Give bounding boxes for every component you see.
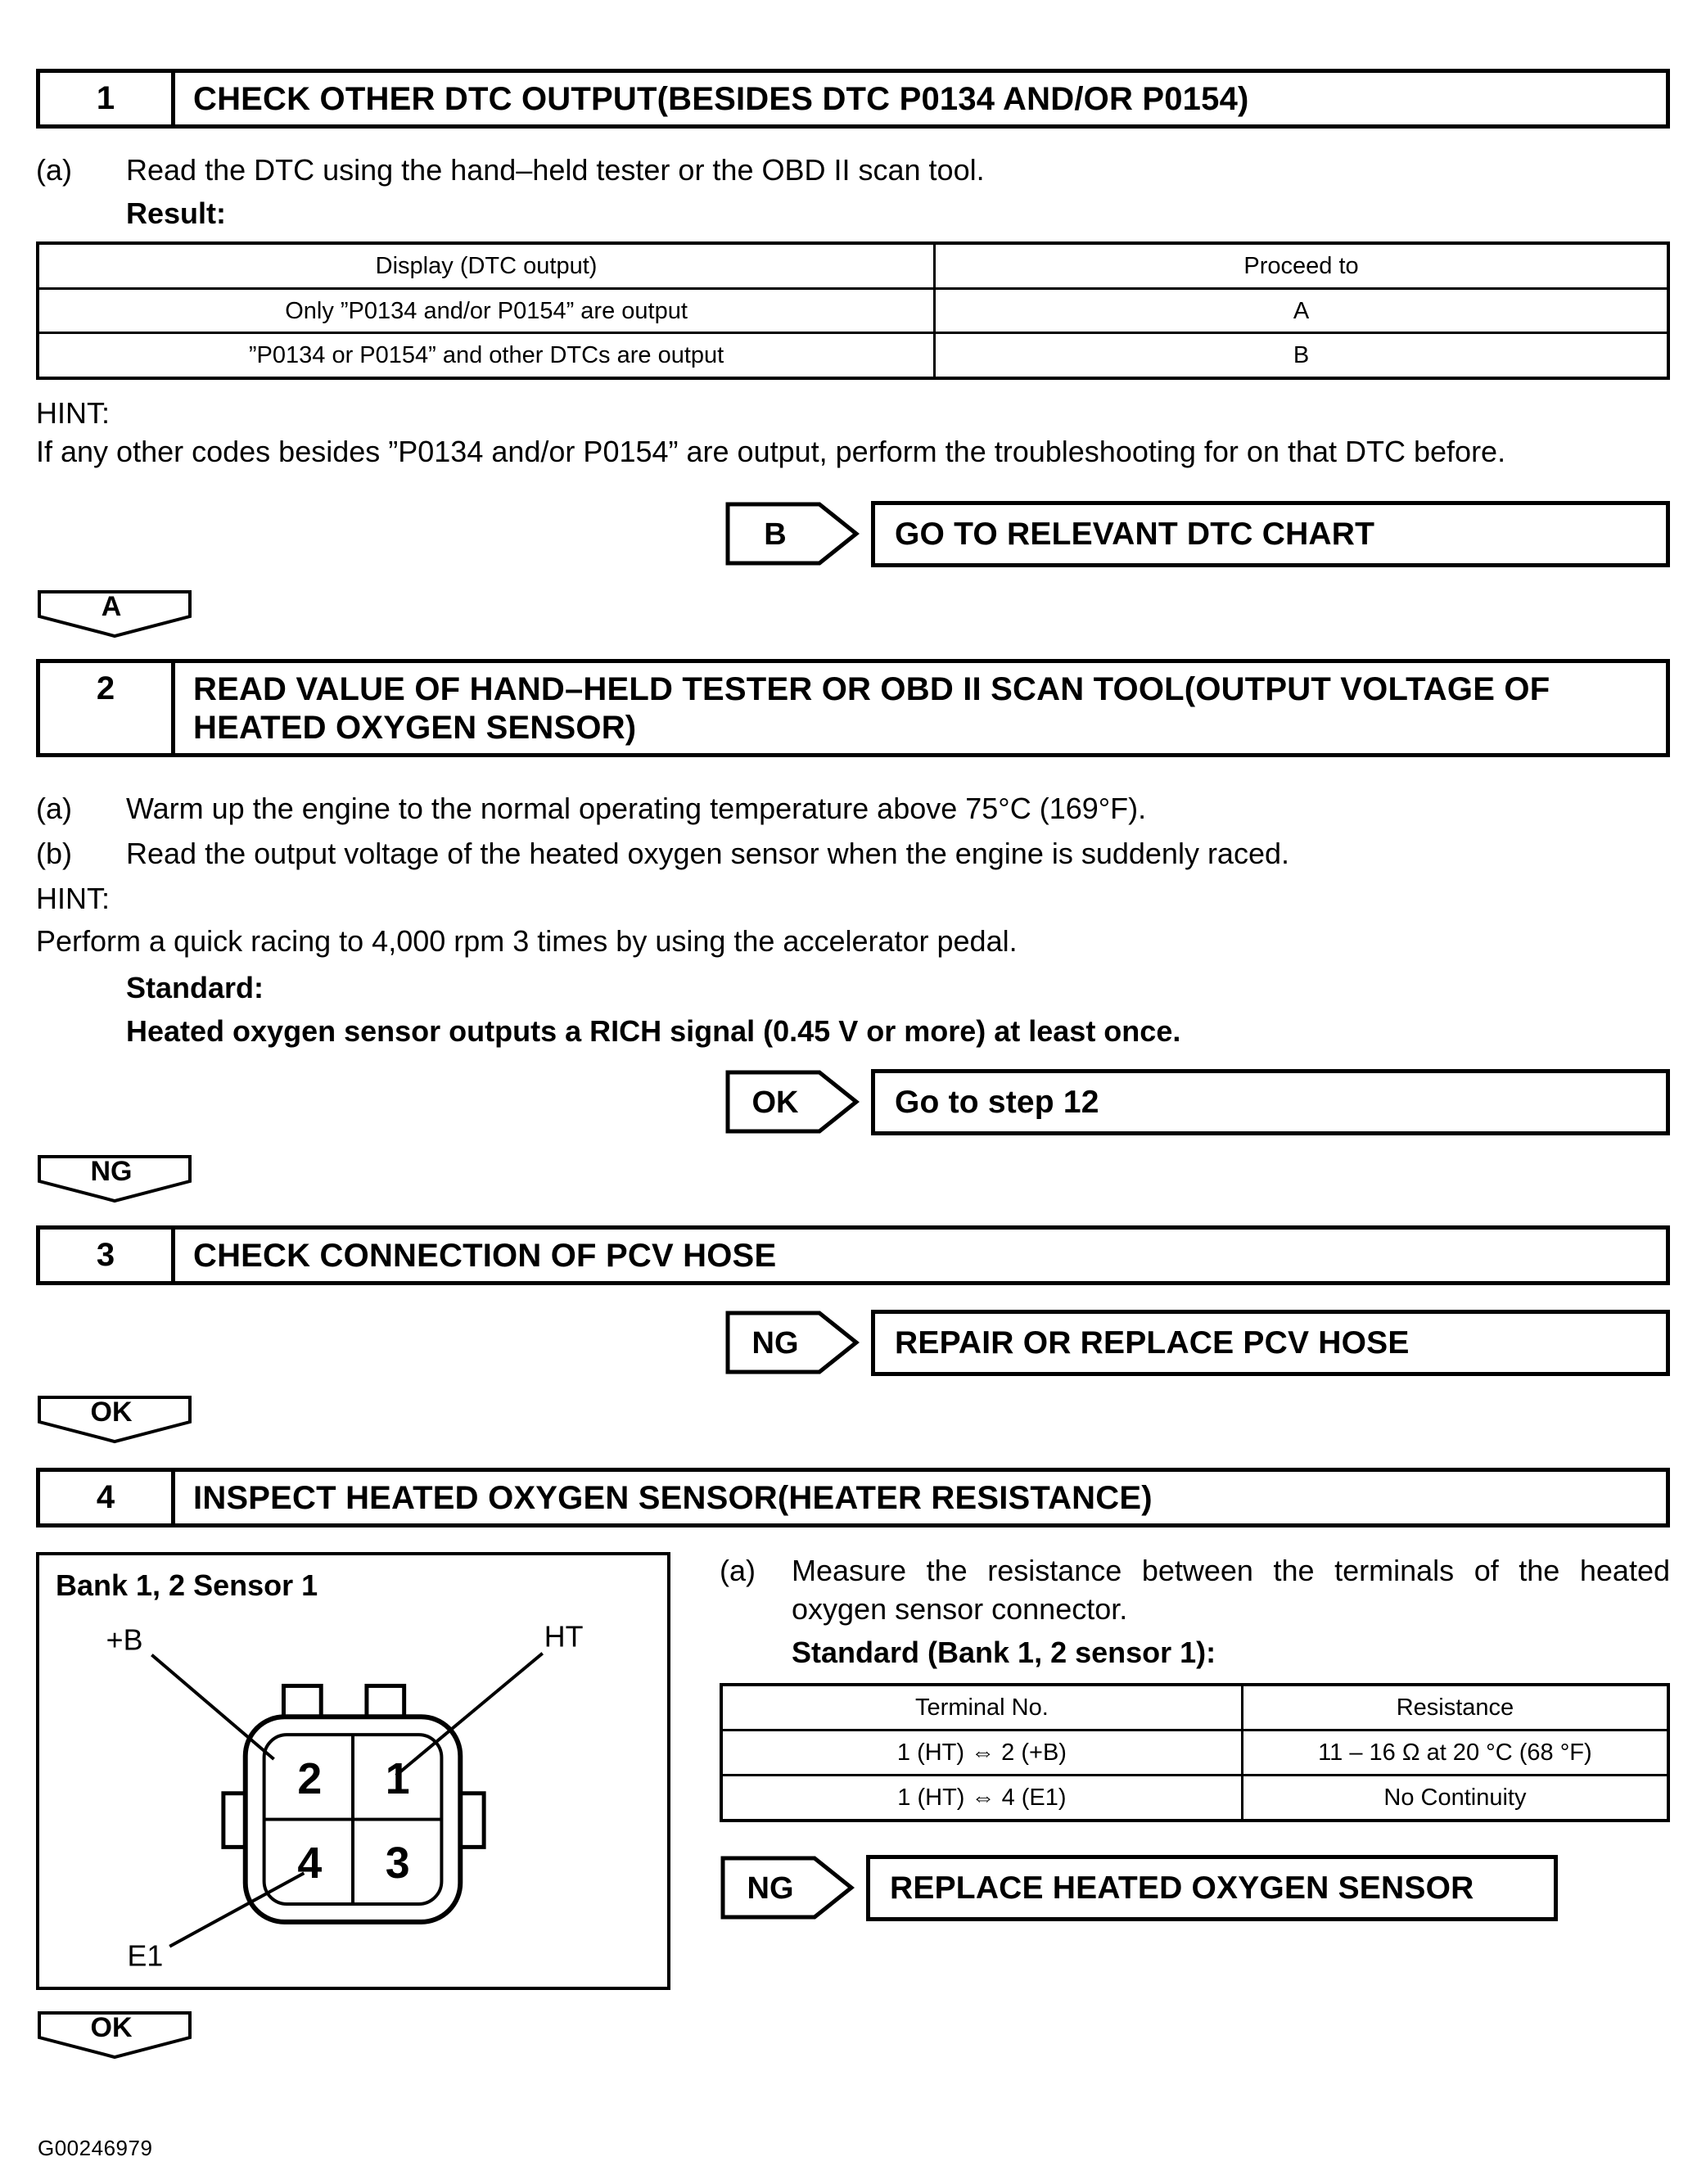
instruction-text: Measure the resistance between the terminals of the heated oxygen sensor connector.: [792, 1553, 1670, 1626]
col-header-terminal: Terminal No.: [721, 1685, 1242, 1730]
table-row: [38, 333, 1668, 378]
flow-badge-label: OK: [90, 1396, 133, 1428]
step-2-instruction-a: [36, 790, 1670, 828]
step-1-number: 1: [40, 73, 175, 124]
cell-proceed: A: [935, 288, 1668, 333]
connector-side-lug: [459, 1794, 484, 1848]
instruction-label: (a): [36, 792, 72, 826]
step-1-header: [36, 69, 1670, 129]
step-1-branch: [724, 501, 1670, 567]
hint-text: If any other codes besides ”P0134 and/or P0154” are output, perform the troubleshooting for on that DTC before.: [36, 434, 1506, 468]
diagram-title: Bank 1, 2 Sensor 1: [56, 1568, 318, 1602]
cell-terminal: 1 (HT) ⇔ 4 (E1): [721, 1775, 1242, 1820]
step-2-header: [36, 659, 1670, 757]
leader-line-plus-b: [151, 1655, 273, 1759]
branch-arrow-tag-ng: [720, 1855, 855, 1920]
branch-action-box: GO TO RELEVANT DTC CHART: [871, 501, 1670, 567]
instruction-label: (a): [720, 1553, 756, 1587]
hint-label: HINT:: [36, 396, 110, 431]
terminal-number-4: 4: [297, 1839, 323, 1888]
flow-badge-label: NG: [90, 1155, 133, 1187]
step-2-section: [36, 659, 1670, 1204]
cell-resistance: 11 – 16 Ω at 20 °C (68 °F): [1242, 1731, 1668, 1776]
instruction-label: (b): [36, 836, 72, 870]
label-plus-b: +B: [106, 1623, 143, 1657]
terminal-number-2: 2: [297, 1753, 323, 1803]
step-3-section: [36, 1225, 1670, 1445]
branch-arrow-tag-ok: [724, 1069, 860, 1135]
table-row: [38, 288, 1668, 333]
connector-drawing: [56, 1604, 654, 1979]
step-4-title: INSPECT HEATED OXYGEN SENSOR(HEATER RESISTANCE): [193, 1479, 1153, 1516]
step-1-result-table: [36, 241, 1670, 380]
flow-badge-ok: [36, 2010, 193, 2060]
step-1-instruction-a: [36, 151, 1670, 190]
flow-badge-a: [36, 589, 193, 639]
standard-label: Standard:: [126, 971, 264, 1005]
step-4-section: [36, 1468, 1670, 2060]
step-4-body: [36, 1552, 1670, 1990]
branch-arrow-tag-ng: [724, 1310, 860, 1375]
step-4-branch: [720, 1855, 1670, 1921]
step-3-number: 3: [40, 1230, 175, 1281]
instruction-text: Read the DTC using the hand–held tester or the OBD II scan tool.: [126, 153, 985, 187]
step-2-instruction-b: [36, 835, 1670, 873]
step-2-number: 2: [40, 663, 175, 753]
step-4-number: 4: [40, 1472, 175, 1523]
branch-tag-label: B: [764, 517, 787, 553]
cell-resistance: No Continuity: [1242, 1775, 1668, 1820]
terminal-number-1: 1: [385, 1753, 410, 1803]
flow-badge-label: OK: [90, 2011, 133, 2043]
step-3-branch: [724, 1310, 1670, 1376]
step-4-resistance-table: [720, 1683, 1670, 1821]
step-2-branch: [724, 1069, 1670, 1135]
instruction-text: Read the output voltage of the heated oxygen sensor when the engine is suddenly raced.: [126, 836, 1289, 870]
cell-display: Only ”P0134 and/or P0154” are output: [38, 288, 935, 333]
col-header-display: Display (DTC output): [38, 243, 935, 288]
hint-text: Perform a quick racing to 4,000 rpm 3 times by using the accelerator pedal.: [36, 924, 1018, 959]
cell-display: ”P0134 or P0154” and other DTCs are output: [38, 333, 935, 378]
cell-proceed: B: [935, 333, 1668, 378]
branch-action-box: REPAIR OR REPLACE PCV HOSE: [871, 1310, 1670, 1376]
cell-terminal: 1 (HT) ⇔ 2 (+B): [721, 1731, 1242, 1776]
table-row: [721, 1731, 1668, 1776]
branch-action-box: Go to step 12: [871, 1069, 1670, 1135]
table-row: [721, 1775, 1668, 1820]
standard-text: Heated oxygen sensor outputs a RICH signal (0.45 V or more) at least once.: [126, 1014, 1181, 1049]
flow-badge-ng: [36, 1153, 193, 1204]
step-4-instruction-a: [720, 1552, 1670, 1629]
terminal-number-3: 3: [385, 1839, 410, 1888]
table-header-row: [721, 1685, 1668, 1730]
instruction-label: (a): [36, 153, 72, 187]
branch-tag-label: NG: [747, 1871, 794, 1906]
step-2-title: READ VALUE OF HAND–HELD TESTER OR OBD II SCAN TOOL(OUTPUT VOLTAGE OF HEATED OXYGEN SENSOR): [193, 670, 1550, 746]
result-label: Result:: [126, 196, 227, 230]
instruction-text: Warm up the engine to the normal operating temperature above 75°C (169°F).: [126, 792, 1147, 826]
flow-badge-ok: [36, 1394, 193, 1445]
figure-code: G00246979: [38, 2136, 153, 2160]
table-header-row: [38, 243, 1668, 288]
step-3-title: CHECK CONNECTION OF PCV HOSE: [193, 1237, 777, 1274]
connector-diagram: [36, 1552, 670, 1990]
step-1-title: CHECK OTHER DTC OUTPUT(BESIDES DTC P0134 AND/OR P0154): [193, 81, 1249, 117]
branch-tag-label: NG: [751, 1326, 799, 1361]
standard-label: Standard (Bank 1, 2 sensor 1):: [792, 1635, 1216, 1669]
label-ht: HT: [544, 1620, 584, 1654]
step-1-section: [36, 69, 1670, 639]
branch-action-box: REPLACE HEATED OXYGEN SENSOR: [866, 1855, 1558, 1921]
branch-arrow-tag-b: [724, 501, 860, 566]
flow-badge-label: A: [101, 590, 122, 622]
step-3-header: [36, 1225, 1670, 1285]
col-header-proceed: Proceed to: [935, 243, 1668, 288]
label-e1: E1: [127, 1939, 164, 1973]
step-4-header: [36, 1468, 1670, 1527]
branch-tag-label: OK: [751, 1085, 799, 1121]
step-4-right-column: [720, 1552, 1670, 1921]
hint-label: HINT:: [36, 881, 110, 915]
col-header-resistance: Resistance: [1242, 1685, 1668, 1730]
